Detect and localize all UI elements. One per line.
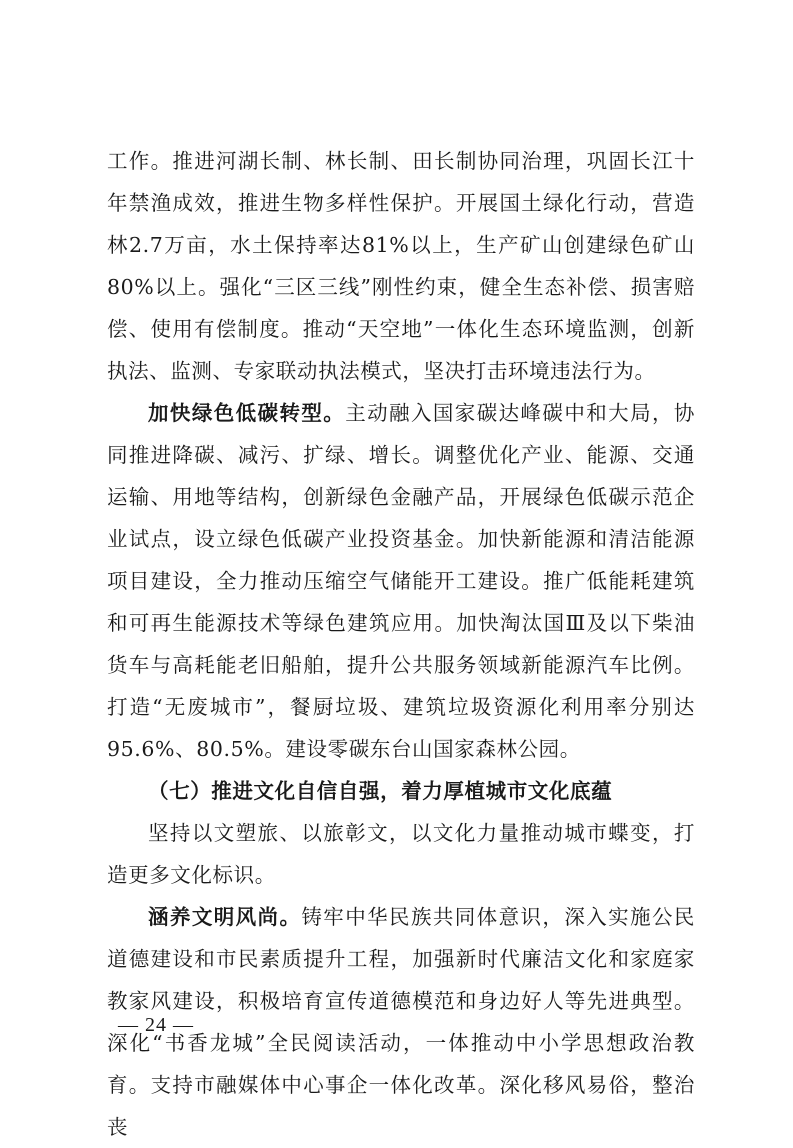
paragraph-text: 工作。推进河湖长制、林长制、田长制协同治理，巩固长江十年禁渔成效，推进生物多样性保护。开展国土绿化行动，营造林2.7万亩，水土保持率达81%以上，生产矿山创建绿色矿山80%以上。强化“三区三线”刚性约束，健全生态补偿、损害赔偿、使用有偿制度。推动“天空地”一体化生态环境监测，创新执法、监测、专家联动执法模式，坚决打击环境违法行为。 bbox=[107, 149, 695, 383]
paragraph-civilization bbox=[107, 896, 695, 1148]
paragraph-lead-title: 加快绿色低碳转型。 bbox=[148, 401, 346, 425]
paragraph-lead-title: 涵养文明风尚。 bbox=[148, 905, 302, 929]
paragraph-ecology-governance bbox=[107, 140, 695, 392]
document-page bbox=[107, 140, 695, 1148]
section-heading-culture: （七）推进文化自信自强，着力厚植城市文化底蕴 bbox=[148, 779, 613, 803]
paragraph-text: 主动融入国家碳达峰碳中和大局，协同推进降碳、减污、扩绿、增长。调整优化产业、能源、交通运输、用地等结构，创新绿色金融产品，开展绿色低碳示范企业试点，设立绿色低碳产业投资基金。加快新能源和清洁能源项目建设，全力推动压缩空气储能开工建设。推广低能耗建筑和可再生能源技术等绿色建筑应用。加快淘汰国Ⅲ及以下柴油货车与高耗能老旧船舶，提升公共服务领域新能源汽车比例。打造“无废城市”，餐厨垃圾、建筑垃圾资源化利用率分别达95.6%、80.5%。建设零碳东台山国家森林公园。 bbox=[107, 401, 695, 761]
page-number: — 24 — bbox=[118, 1014, 194, 1036]
paragraph-text: 坚持以文塑旅、以旅彰文，以文化力量推动城市蝶变，打造更多文化标识。 bbox=[107, 821, 695, 887]
paragraph-text: 铸牢中华民族共同体意识，深入实施公民道德建设和市民素质提升工程，加强新时代廉洁文化和家庭家教家风建设，积极培育宣传道德模范和身边好人等先进典型。深化“书香龙城”全民阅读活动，一体推动中小学思想政治教育。支持市融媒体中心事企一体化改革。深化移风易俗，整治丧 bbox=[107, 905, 695, 1139]
paragraph-green-low-carbon bbox=[107, 392, 695, 770]
paragraph-culture-intro bbox=[107, 812, 695, 896]
